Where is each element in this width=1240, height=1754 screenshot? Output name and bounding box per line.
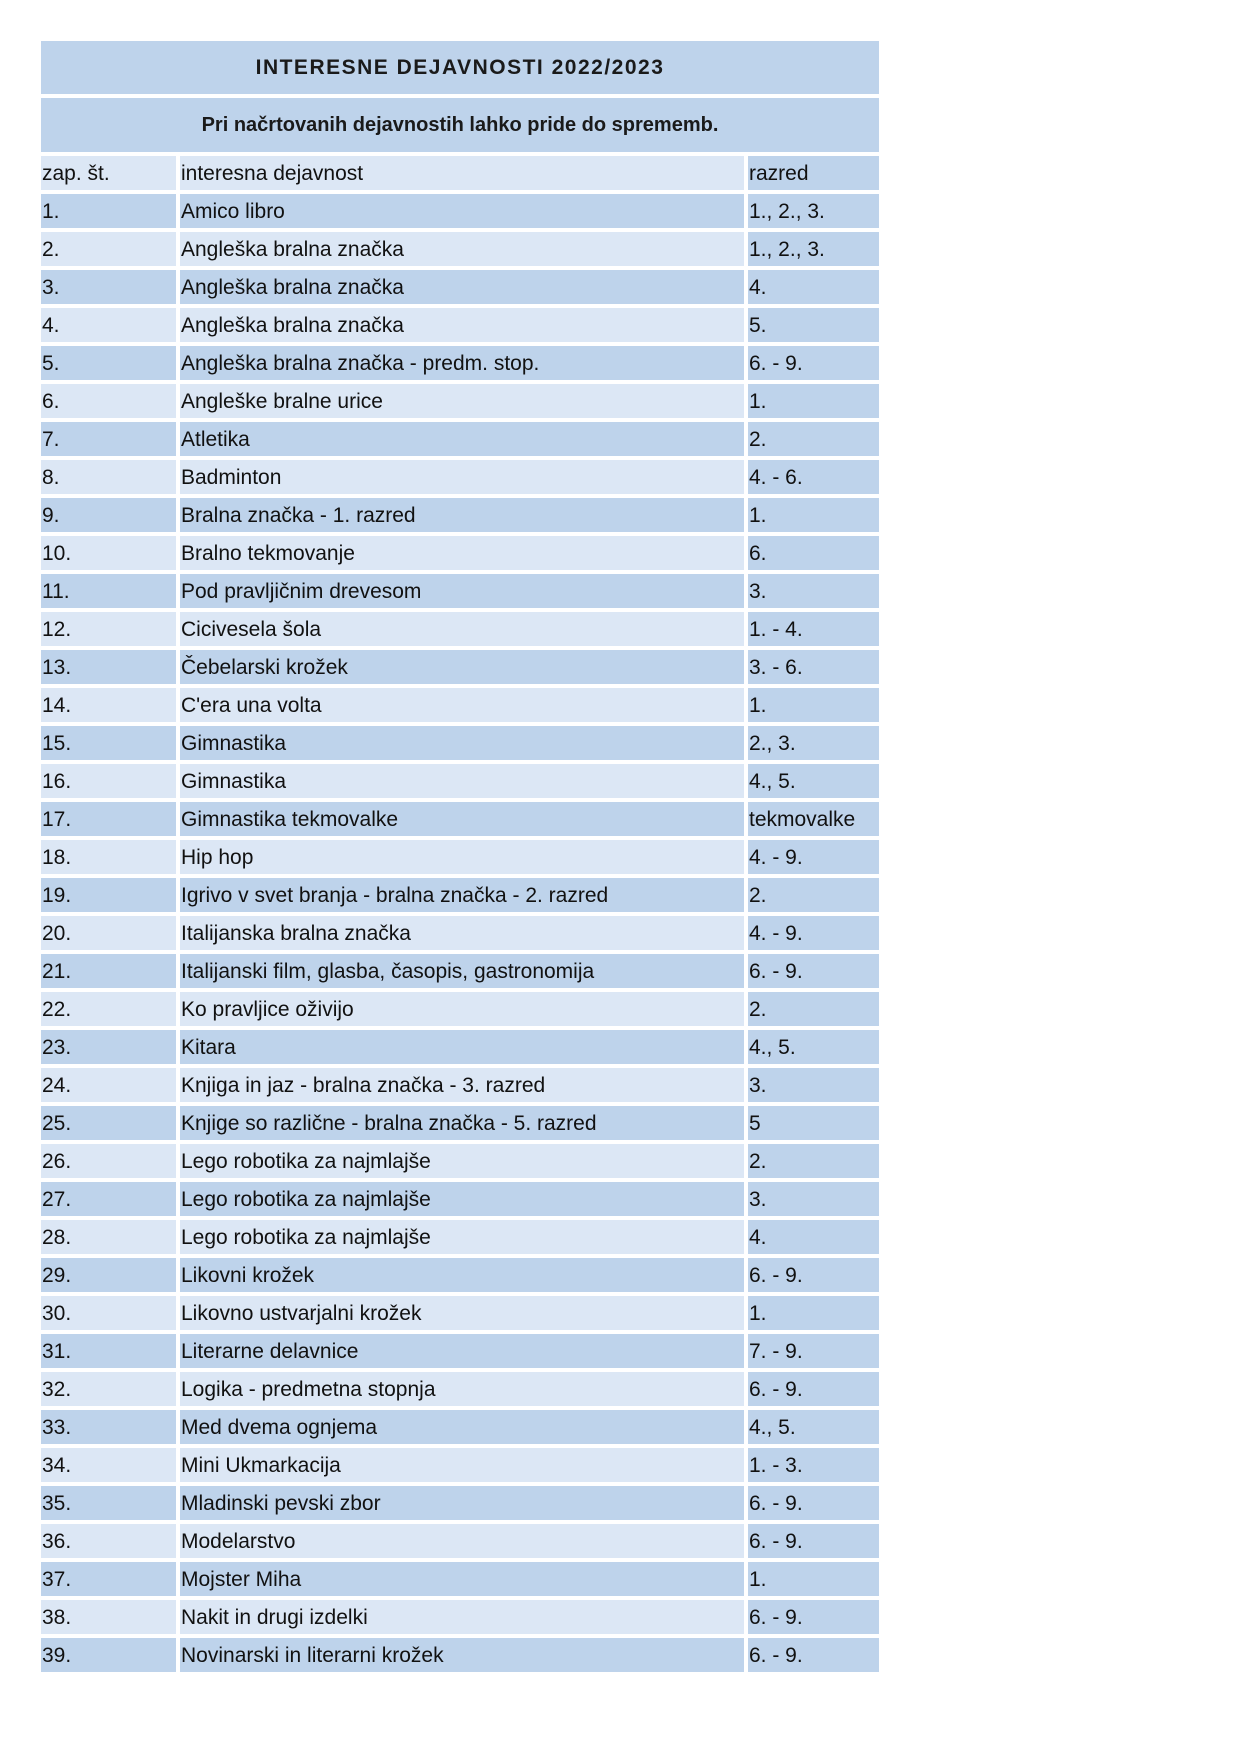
grade-level: 3. bbox=[748, 1182, 879, 1216]
grade-level: 4. bbox=[748, 1220, 879, 1254]
row-number: 33. bbox=[41, 1410, 176, 1444]
grade-level: 4., 5. bbox=[748, 1030, 879, 1064]
row-number: 7. bbox=[41, 422, 176, 456]
activity-name: Lego robotika za najmlajše bbox=[180, 1144, 744, 1178]
table-row bbox=[41, 954, 879, 988]
activity-name: Gimnastika bbox=[180, 764, 744, 798]
row-number: 15. bbox=[41, 726, 176, 760]
activity-name: Mojster Miha bbox=[180, 1562, 744, 1596]
grade-level: 1. bbox=[748, 688, 879, 722]
row-number: 6. bbox=[41, 384, 176, 418]
activity-name: Mini Ukmarkacija bbox=[180, 1448, 744, 1482]
activity-name: Likovni krožek bbox=[180, 1258, 744, 1292]
table-row bbox=[41, 1638, 879, 1672]
row-number: 30. bbox=[41, 1296, 176, 1330]
table-row bbox=[41, 1220, 879, 1254]
table-row bbox=[41, 460, 879, 494]
grade-level: 6. - 9. bbox=[748, 1600, 879, 1634]
grade-level: 6. - 9. bbox=[748, 954, 879, 988]
row-number: 23. bbox=[41, 1030, 176, 1064]
activity-name: Nakit in drugi izdelki bbox=[180, 1600, 744, 1634]
activity-name: Novinarski in literarni krožek bbox=[180, 1638, 744, 1672]
row-number: 3. bbox=[41, 270, 176, 304]
row-number: 37. bbox=[41, 1562, 176, 1596]
row-number: 8. bbox=[41, 460, 176, 494]
activity-name: Med dvema ognjema bbox=[180, 1410, 744, 1444]
table-row bbox=[41, 650, 879, 684]
grade-level: 2. bbox=[748, 1144, 879, 1178]
row-number: 18. bbox=[41, 840, 176, 874]
grade-level: 2., 3. bbox=[748, 726, 879, 760]
grade-level: 4., 5. bbox=[748, 1410, 879, 1444]
sheet-title: INTERESNE DEJAVNOSTI 2022/2023 bbox=[41, 41, 879, 94]
table-row bbox=[41, 1182, 879, 1216]
grade-level: 6. - 9. bbox=[748, 1258, 879, 1292]
activity-name: Italijanski film, glasba, časopis, gastronomija bbox=[180, 954, 744, 988]
grade-level: 1. bbox=[748, 1296, 879, 1330]
grade-level: 6. - 9. bbox=[748, 1486, 879, 1520]
table-row bbox=[41, 1144, 879, 1178]
grade-level: 6. - 9. bbox=[748, 346, 879, 380]
row-number: 16. bbox=[41, 764, 176, 798]
activity-name: Knjiga in jaz - bralna značka - 3. razred bbox=[180, 1068, 744, 1102]
grade-level: 3. bbox=[748, 1068, 879, 1102]
table-row bbox=[41, 574, 879, 608]
activity-name: Gimnastika bbox=[180, 726, 744, 760]
row-number: 1. bbox=[41, 194, 176, 228]
activity-name: Gimnastika tekmovalke bbox=[180, 802, 744, 836]
table-row bbox=[41, 726, 879, 760]
grade-level: 6. bbox=[748, 536, 879, 570]
grade-level: 1., 2., 3. bbox=[748, 194, 879, 228]
table-row bbox=[41, 232, 879, 266]
column-header-activity: interesna dejavnost bbox=[180, 156, 744, 190]
activities-table-body bbox=[41, 194, 879, 1672]
table-row bbox=[41, 802, 879, 836]
activity-name: Logika - predmetna stopnja bbox=[180, 1372, 744, 1406]
activity-name: Angleška bralna značka - predm. stop. bbox=[180, 346, 744, 380]
grade-level: 4. - 9. bbox=[748, 840, 879, 874]
grade-level: tekmovalke bbox=[748, 802, 879, 836]
row-number: 13. bbox=[41, 650, 176, 684]
grade-level: 4. - 6. bbox=[748, 460, 879, 494]
grade-level: 6. - 9. bbox=[748, 1638, 879, 1672]
table-row bbox=[41, 308, 879, 342]
table-row bbox=[41, 270, 879, 304]
row-number: 39. bbox=[41, 1638, 176, 1672]
activity-name: Knjige so različne - bralna značka - 5. razred bbox=[180, 1106, 744, 1140]
activity-name: C'era una volta bbox=[180, 688, 744, 722]
row-number: 38. bbox=[41, 1600, 176, 1634]
table-row bbox=[41, 1562, 879, 1596]
table-row bbox=[41, 1448, 879, 1482]
row-number: 29. bbox=[41, 1258, 176, 1292]
table-row bbox=[41, 688, 879, 722]
table-row bbox=[41, 1524, 879, 1558]
grade-level: 2. bbox=[748, 422, 879, 456]
activity-name: Čebelarski krožek bbox=[180, 650, 744, 684]
grade-level: 4., 5. bbox=[748, 764, 879, 798]
grade-level: 1. - 3. bbox=[748, 1448, 879, 1482]
activities-sheet bbox=[41, 41, 879, 1672]
row-number: 9. bbox=[41, 498, 176, 532]
row-number: 25. bbox=[41, 1106, 176, 1140]
activity-name: Ko pravljice oživijo bbox=[180, 992, 744, 1026]
grade-level: 7. - 9. bbox=[748, 1334, 879, 1368]
grade-level: 3. bbox=[748, 574, 879, 608]
activity-name: Lego robotika za najmlajše bbox=[180, 1182, 744, 1216]
table-row bbox=[41, 1106, 879, 1140]
row-number: 36. bbox=[41, 1524, 176, 1558]
table-row bbox=[41, 1258, 879, 1292]
row-number: 14. bbox=[41, 688, 176, 722]
table-row bbox=[41, 422, 879, 456]
grade-level: 6. - 9. bbox=[748, 1524, 879, 1558]
activity-name: Badminton bbox=[180, 460, 744, 494]
row-number: 35. bbox=[41, 1486, 176, 1520]
table-row bbox=[41, 612, 879, 646]
row-number: 26. bbox=[41, 1144, 176, 1178]
table-row bbox=[41, 536, 879, 570]
grade-level: 4. - 9. bbox=[748, 916, 879, 950]
row-number: 12. bbox=[41, 612, 176, 646]
row-number: 4. bbox=[41, 308, 176, 342]
column-header-grade: razred bbox=[748, 156, 879, 190]
activity-name: Pod pravljičnim drevesom bbox=[180, 574, 744, 608]
row-number: 17. bbox=[41, 802, 176, 836]
change-notice: Pri načrtovanih dejavnostih lahko pride do sprememb. bbox=[41, 98, 879, 152]
grade-level: 1. bbox=[748, 498, 879, 532]
table-row bbox=[41, 840, 879, 874]
activity-name: Angleška bralna značka bbox=[180, 270, 744, 304]
row-number: 21. bbox=[41, 954, 176, 988]
row-number: 24. bbox=[41, 1068, 176, 1102]
activity-name: Atletika bbox=[180, 422, 744, 456]
activity-name: Angleške bralne urice bbox=[180, 384, 744, 418]
activity-name: Cicivesela šola bbox=[180, 612, 744, 646]
row-number: 28. bbox=[41, 1220, 176, 1254]
grade-level: 5. bbox=[748, 308, 879, 342]
row-number: 27. bbox=[41, 1182, 176, 1216]
row-number: 11. bbox=[41, 574, 176, 608]
activity-name: Angleška bralna značka bbox=[180, 308, 744, 342]
table-header-row bbox=[41, 156, 879, 190]
grade-level: 1. bbox=[748, 1562, 879, 1596]
column-header-number: zap. št. bbox=[41, 156, 176, 190]
table-row bbox=[41, 498, 879, 532]
grade-level: 2. bbox=[748, 992, 879, 1026]
table-row bbox=[41, 916, 879, 950]
table-row bbox=[41, 1410, 879, 1444]
table-row bbox=[41, 1068, 879, 1102]
row-number: 22. bbox=[41, 992, 176, 1026]
table-row bbox=[41, 1486, 879, 1520]
table-row bbox=[41, 1334, 879, 1368]
grade-level: 4. bbox=[748, 270, 879, 304]
table-row bbox=[41, 764, 879, 798]
activity-name: Igrivo v svet branja - bralna značka - 2. razred bbox=[180, 878, 744, 912]
table-row bbox=[41, 1030, 879, 1064]
table-row bbox=[41, 992, 879, 1026]
grade-level: 2. bbox=[748, 878, 879, 912]
row-number: 2. bbox=[41, 232, 176, 266]
table-row bbox=[41, 1296, 879, 1330]
table-row bbox=[41, 346, 879, 380]
activity-name: Modelarstvo bbox=[180, 1524, 744, 1558]
grade-level: 1. bbox=[748, 384, 879, 418]
grade-level: 5 bbox=[748, 1106, 879, 1140]
activity-name: Italijanska bralna značka bbox=[180, 916, 744, 950]
row-number: 5. bbox=[41, 346, 176, 380]
grade-level: 6. - 9. bbox=[748, 1372, 879, 1406]
row-number: 10. bbox=[41, 536, 176, 570]
row-number: 31. bbox=[41, 1334, 176, 1368]
table-row bbox=[41, 194, 879, 228]
activity-name: Kitara bbox=[180, 1030, 744, 1064]
table-row bbox=[41, 1372, 879, 1406]
table-row bbox=[41, 1600, 879, 1634]
activity-name: Angleška bralna značka bbox=[180, 232, 744, 266]
activity-name: Bralna značka - 1. razred bbox=[180, 498, 744, 532]
table-row bbox=[41, 878, 879, 912]
row-number: 32. bbox=[41, 1372, 176, 1406]
activity-name: Mladinski pevski zbor bbox=[180, 1486, 744, 1520]
activity-name: Amico libro bbox=[180, 194, 744, 228]
activity-name: Literarne delavnice bbox=[180, 1334, 744, 1368]
activity-name: Likovno ustvarjalni krožek bbox=[180, 1296, 744, 1330]
grade-level: 1. - 4. bbox=[748, 612, 879, 646]
row-number: 34. bbox=[41, 1448, 176, 1482]
grade-level: 1., 2., 3. bbox=[748, 232, 879, 266]
activity-name: Hip hop bbox=[180, 840, 744, 874]
row-number: 19. bbox=[41, 878, 176, 912]
activity-name: Lego robotika za najmlajše bbox=[180, 1220, 744, 1254]
grade-level: 3. - 6. bbox=[748, 650, 879, 684]
table-row bbox=[41, 384, 879, 418]
activity-name: Bralno tekmovanje bbox=[180, 536, 744, 570]
row-number: 20. bbox=[41, 916, 176, 950]
